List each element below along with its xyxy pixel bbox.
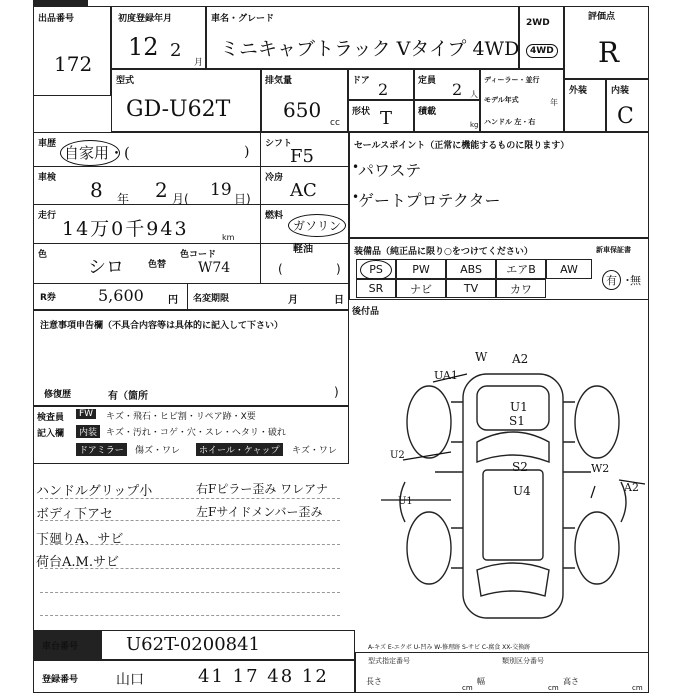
model-year-unit: 年 [550,98,558,107]
cc-unit: cc [330,118,340,128]
equip-leather: カワ [496,279,546,298]
diagram-mark: U2 [390,450,405,461]
recycle-amount: 5,600 [98,286,144,305]
diagram-mark: A2 [624,481,639,494]
doors-value: 2 [378,80,389,99]
repair-label: 修復歴 [44,390,72,400]
color-code-label: 色コード [180,250,217,260]
car-name: ミニキャブトラック Vタイプ 4WD [220,38,520,60]
certified-label: 型式指定番号 [368,657,410,665]
history-value: 自家用・( [64,144,130,162]
warranty-yes: 有 [602,270,621,290]
yen-unit: 円 [168,295,178,306]
inspection-day: 19 [210,180,232,200]
model-year-label: モデル年式 [484,96,519,104]
color-label: 色 [38,250,48,260]
lot-label: 出品番号 [38,14,75,24]
reg-col-line [260,132,261,283]
entry-label: 記入欄 [37,429,65,439]
repair-value: 有（箇所 [108,391,148,402]
equipment-label: 装備品（純正品に限り○をつけてください） [354,247,533,257]
diagram-mark: U1 [510,400,528,414]
capacity-value: 2 [452,80,463,99]
sales-points-label: セールスポイント（正常に機能するものに限ります） [354,141,570,151]
note-left: 荷台A.M.サビ [36,555,119,570]
history-close: ) [244,144,250,160]
equip-pw: PW [396,259,446,279]
note-right: 左Fサイドメンバー歪み [196,505,323,519]
note-line-6 [40,615,340,616]
shift-value: F5 [290,146,314,167]
height-label: 高さ [563,677,579,686]
color-change-label: 色替 [148,260,167,270]
chassis-value: U62T-0200841 [126,634,261,655]
diagram-mark: U4 [513,484,531,498]
interior-label: 内装 [611,86,630,96]
equip-sr: SR [356,279,396,298]
equip-aw: AW [546,259,592,279]
displacement-label: 排気量 [265,76,293,86]
inspection-year-unit: 年 [117,192,130,206]
name-change-day: 日 [334,295,344,306]
grid-fw-items: キズ・飛石・ヒビ割・リペア跡・X要 [106,412,256,422]
diagram-mark: UA1 [434,369,458,382]
model-value: GD-U62T [126,97,231,122]
score-value: R [598,36,620,69]
note-line-5 [40,592,340,593]
car-name-label: 車名・グレード [211,14,275,24]
width-label: 幅 [477,677,485,686]
first-reg-label: 初度登録年月 [118,14,173,24]
length-label: 長さ [366,677,382,686]
reg-row-line-4 [34,283,349,284]
diagram-mark: U1 [398,496,413,507]
capacity-label: 定員 [418,76,437,86]
inspection-month-unit: 月( [172,192,189,206]
displacement-value: 650 [283,98,322,122]
lot-number: 172 [54,52,93,76]
grid-fw: FW [76,409,96,419]
notes-label: 注意事項申告欄（不具合内容等は具体的に記入して下さい） [40,321,284,331]
handle-label: ハンドル 左・右 [484,118,536,126]
equip-navi: ナビ [396,279,446,298]
aftermarket-label: 後付品 [352,307,380,317]
length-unit: cm [462,684,473,692]
shift-label: シフト [265,139,293,149]
diagram-mark: A2 [512,352,529,366]
first-reg-month: 2 [170,40,182,61]
drive-4wd: 4WD [526,44,558,58]
note-left: ハンドルグリップ小 [36,484,153,499]
model-label: 型式 [116,76,135,86]
plate-label: 登録番号 [42,675,79,685]
mileage-value: 14万0千943 [62,218,189,240]
grid-mirror-items: 傷ズ・ワレ [135,446,181,456]
repair-close: ) [334,385,339,399]
bullet-dot: • [352,160,360,174]
month-unit: 月 [194,58,204,68]
shape-value: T [380,108,393,129]
fuel-value: ガソリン [288,214,346,237]
paren-close: ) [336,262,341,276]
recycle-divider [187,283,188,310]
warranty-no: 無 [630,274,641,287]
shape-label: 形状 [352,107,371,117]
score-label: 評価点 [588,12,616,22]
paren-open: ( [278,262,283,276]
bullet-dot: • [352,190,360,204]
damage-legend: A-キズ E-エクボ U-凹み W-修理跡 S-サビ C-腐食 XX-交換跡 [368,644,531,651]
note-left: 下廻りA、サビ [36,532,124,547]
grid-interior-items: キズ・汚れ・コゲ・穴・スレ・ヘタリ・破れ [106,428,286,438]
capacity-unit: 人 [470,90,478,99]
ac-label: 冷房 [265,173,284,183]
sales-point-item: ゲートプロテクター [358,191,501,210]
equip-ps: PS [356,259,396,279]
warranty-label: 新車保証書 [596,246,631,254]
equip-airbag: エアB [496,259,546,279]
inspection-label: 車検 [38,173,57,183]
inspection-month: 2 [155,178,168,202]
name-change-label: 名変期限 [193,294,230,304]
diesel-label: 軽油 [293,244,313,255]
plate-number: 41 17 48 12 [198,666,329,687]
equip-abs: ABS [446,259,496,279]
diagram-mark: S2 [512,460,528,474]
grid-interior: 内装 [76,425,100,438]
height-unit: cm [632,684,643,692]
grid-wheel-items: キズ・ワレ [292,446,337,456]
dealer-label: ディーラー・並行 [484,76,540,84]
history-label: 車歴 [38,139,57,149]
chassis-label: 車台番号 [42,642,79,652]
reg-row-line-2 [34,204,349,205]
interior-score: C [617,104,634,129]
diagram-mark: W [475,350,488,364]
load-unit: kg [470,121,479,129]
km-unit: km [222,233,235,242]
inspection-year: 8 [90,178,103,202]
ps-circle [360,260,392,280]
width-unit: cm [548,684,559,692]
history-circle [60,140,120,166]
drive-2wd: 2WD [526,18,550,28]
name-change-month: 月 [288,295,298,306]
warranty-sep: ・ [622,274,633,287]
grid-mirror: ドアミラー [76,443,127,456]
recycle-label: R券 [40,293,56,303]
note-left: ボディ下アセ [36,507,113,522]
car-diagram [355,352,655,622]
equip-tv: TV [446,279,496,298]
exterior-label: 外装 [569,86,588,96]
color-value: シロ [88,257,124,278]
ac-value: AC [290,180,317,201]
category-label: 類別区分番号 [502,657,544,665]
inspection-day-unit: 日) [234,192,251,206]
fuel-label: 燃料 [265,211,284,221]
doors-label: ドア [352,76,370,86]
load-label: 積載 [418,107,437,117]
mileage-label: 走行 [38,211,57,221]
plate-region: 山口 [116,672,144,688]
color-code-value: W74 [198,260,231,276]
drive-box [519,6,564,69]
diagram-mark: W2 [591,462,610,475]
inspector-label: 検査員 [37,413,65,423]
first-reg-year: 12 [128,33,159,61]
sales-point-item: パワステ [358,161,422,180]
note-right: 右Fピラー歪み ワレアナ [196,482,329,496]
grid-wheel: ホイール・ケャップ [196,443,283,456]
diagram-mark: S1 [509,414,525,428]
